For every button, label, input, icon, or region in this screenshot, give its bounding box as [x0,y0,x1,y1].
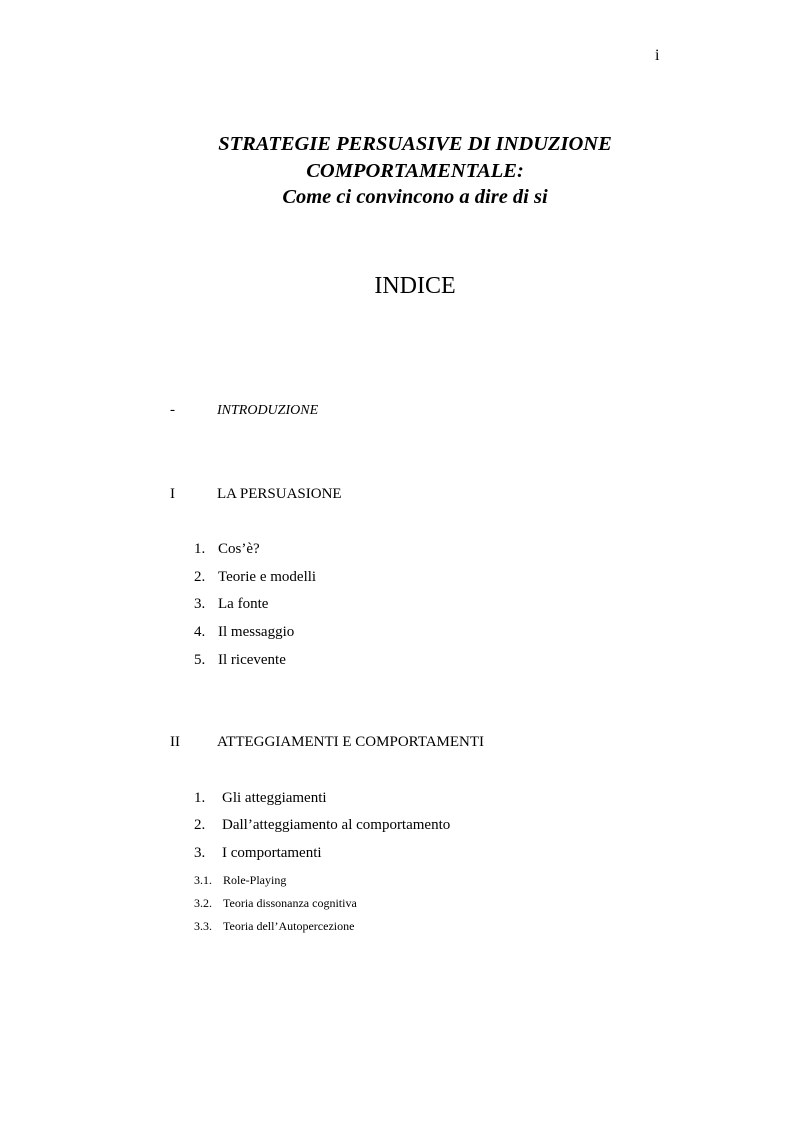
title-line-3: Come ci convincono a dire di si [282,186,548,208]
toc-item-number: 1. [194,541,206,557]
toc-item: Dall’atteggiamento al comportamento [222,817,451,833]
chapter-2-title: ATTEGGIAMENTI E COMPORTAMENTI [217,734,485,750]
toc-subitem-number: 3.2. [194,896,212,910]
toc-subitem: Teoria dell’Autopercezione [223,919,355,933]
toc-subitem-number: 3.3. [194,919,212,933]
toc-item: La fonte [218,596,269,612]
index-heading: INDICE [374,273,456,299]
toc-item: Il ricevente [218,652,286,668]
chapter-2-numeral: II [170,734,180,750]
toc-item-number: 2. [194,817,206,833]
toc-item: Teorie e modelli [218,569,317,585]
chapter-1-numeral: I [170,486,175,502]
page-number: i [655,47,660,64]
title-line-1: STRATEGIE PERSUASIVE DI INDUZIONE [218,133,612,155]
toc-item-number: 3. [194,845,206,861]
document-title [0,131,793,211]
introduction-marker: - [170,402,175,418]
toc-item-number: 4. [194,624,206,640]
toc-subitem: Teoria dissonanza cognitiva [223,896,357,910]
toc-item-number: 1. [194,790,206,806]
toc-item: Gli atteggiamenti [222,790,327,806]
toc-item-number: 5. [194,652,206,668]
toc-item: I comportamenti [222,845,322,861]
introduction-entry: INTRODUZIONE [217,403,319,418]
title-line-2: COMPORTAMENTALE: [306,159,524,182]
toc-item-number: 2. [194,569,206,585]
toc-item: Cos’è? [218,541,260,557]
toc-item-number: 3. [194,596,206,612]
toc-subitem-number: 3.1. [194,873,212,887]
toc-subitem: Role-Playing [223,873,287,887]
toc-item: Il messaggio [218,624,295,640]
chapter-1-title: LA PERSUASIONE [217,486,342,502]
